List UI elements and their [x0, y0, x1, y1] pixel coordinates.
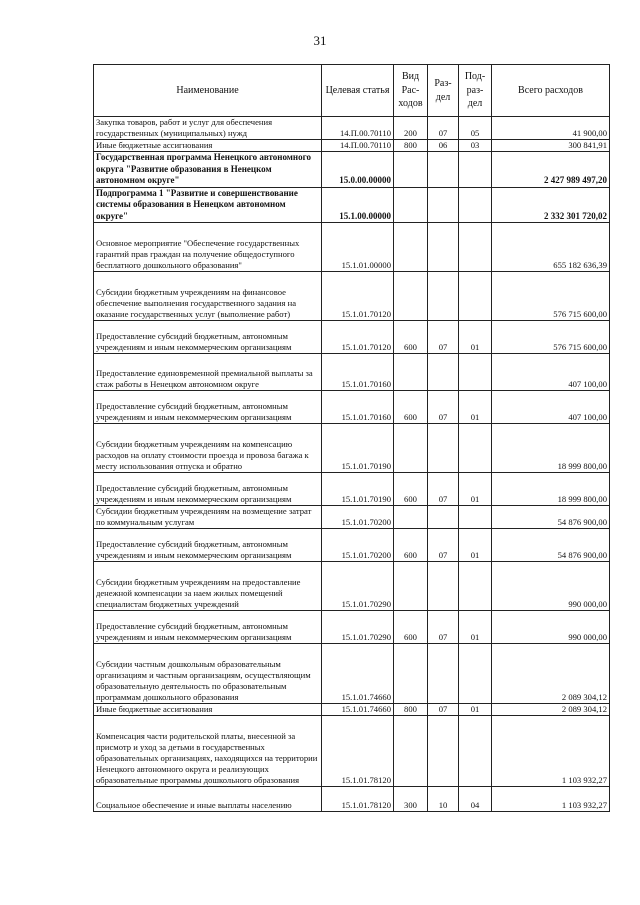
- table-row: [94, 529, 610, 562]
- row-subsection: [459, 187, 492, 223]
- row-name: Иные бюджетные ассигнования: [94, 704, 322, 716]
- row-subsection: 01: [459, 611, 492, 644]
- row-subsection: [459, 424, 492, 473]
- row-code: 15.1.01.74660: [322, 704, 394, 716]
- row-subsection: [459, 562, 492, 611]
- row-type: 800: [394, 704, 428, 716]
- row-type: [394, 187, 428, 223]
- row-type: 300: [394, 787, 428, 812]
- row-type: 600: [394, 611, 428, 644]
- row-code: 14.П.00.70110: [322, 117, 394, 140]
- row-total: 2 332 301 720,02: [492, 187, 610, 223]
- row-type: 200: [394, 117, 428, 140]
- row-total: 41 900,00: [492, 117, 610, 140]
- row-code: 15.1.01.70290: [322, 562, 394, 611]
- row-total: 407 100,00: [492, 391, 610, 424]
- row-subsection: [459, 272, 492, 321]
- row-name: Закупка товаров, работ и услуг для обеспечения государственных (муниципальных) нужд: [94, 117, 322, 140]
- row-subsection: 01: [459, 391, 492, 424]
- row-name: Основное мероприятие "Обеспечение государственных гарантий прав граждан на получение общедоступного бесплатного дошкольного образования": [94, 223, 322, 272]
- row-type: [394, 354, 428, 391]
- row-subsection: 01: [459, 321, 492, 354]
- row-section: 07: [428, 321, 459, 354]
- row-total: 655 182 636,39: [492, 223, 610, 272]
- row-code: 15.1.01.70160: [322, 391, 394, 424]
- table-row: [94, 611, 610, 644]
- row-name: Социальное обеспечение и иные выплаты населению: [94, 787, 322, 812]
- row-section: 06: [428, 140, 459, 152]
- row-name: Субсидии бюджетным учреждениям на возмещение затрат по коммунальным услугам: [94, 506, 322, 529]
- header-type: Вид Рас- ходов: [394, 65, 428, 117]
- table-row: [94, 787, 610, 812]
- row-section: 07: [428, 704, 459, 716]
- row-type: [394, 152, 428, 188]
- row-section: [428, 152, 459, 188]
- row-type: [394, 272, 428, 321]
- row-name: Предоставление субсидий бюджетным, автономным учреждениям и иным некоммерческим организациям: [94, 529, 322, 562]
- row-name: Субсидии частным дошкольным образовательным организациям и частным организациям, осуществляющим образовательную деятельность по образовательным программам дошкольного образования: [94, 644, 322, 704]
- header-code: Целевая статья: [322, 65, 394, 117]
- row-subsection: [459, 506, 492, 529]
- table-row-subprogram: [94, 187, 610, 223]
- row-name: Предоставление субсидий бюджетным, автономным учреждениям и иным некоммерческим организациям: [94, 391, 322, 424]
- row-name: Предоставление единовременной премиальной выплаты за стаж работы в Ненецком автономном округе: [94, 354, 322, 391]
- row-name: Предоставление субсидий бюджетным, автономным учреждениям и иным некоммерческим организациям: [94, 321, 322, 354]
- row-subsection: [459, 152, 492, 188]
- table-row: [94, 140, 610, 152]
- row-total: 18 999 800,00: [492, 424, 610, 473]
- header-subsection: Под- раз- дел: [459, 65, 492, 117]
- row-name: Компенсация части родительской платы, внесенной за присмотр и уход за детьми в государственных образовательных организациях, находящихся на территории Ненецкого автономного округа и реализующих образовательные программы дошкольного образования: [94, 716, 322, 787]
- row-name: Субсидии бюджетным учреждениям на финансовое обеспечение выполнения государственного задания на оказание государственных услуг (выполнение работ): [94, 272, 322, 321]
- row-total: 407 100,00: [492, 354, 610, 391]
- row-code: 15.1.01.70200: [322, 529, 394, 562]
- row-name: Подпрограмма 1 "Развитие и совершенствование системы образования в Ненецком автономном округе": [94, 187, 322, 223]
- table-row: [94, 473, 610, 506]
- row-type: 800: [394, 140, 428, 152]
- row-total: 54 876 900,00: [492, 529, 610, 562]
- row-code: 15.1.01.70160: [322, 354, 394, 391]
- header-name: Наименование: [94, 65, 322, 117]
- row-code: 15.1.01.70190: [322, 424, 394, 473]
- row-name: Предоставление субсидий бюджетным, автономным учреждениям и иным некоммерческим организациям: [94, 611, 322, 644]
- row-type: 600: [394, 473, 428, 506]
- row-code: 15.1.01.70120: [322, 272, 394, 321]
- table-row: [94, 704, 610, 716]
- row-total: 300 841,91: [492, 140, 610, 152]
- table-row: [94, 424, 610, 473]
- row-section: 07: [428, 529, 459, 562]
- row-section: [428, 562, 459, 611]
- table-row: [94, 716, 610, 787]
- row-section: 07: [428, 473, 459, 506]
- row-code: 15.1.01.00000: [322, 223, 394, 272]
- row-code: 15.1.01.70290: [322, 611, 394, 644]
- header-section: Раз- дел: [428, 65, 459, 117]
- row-type: [394, 424, 428, 473]
- row-total: 2 089 304,12: [492, 704, 610, 716]
- row-code: 15.1.01.70200: [322, 506, 394, 529]
- budget-table: [93, 64, 610, 812]
- row-code: 15.1.01.70120: [322, 321, 394, 354]
- table-row: [94, 506, 610, 529]
- row-type: 600: [394, 321, 428, 354]
- row-code: 15.1.01.70190: [322, 473, 394, 506]
- row-total: 54 876 900,00: [492, 506, 610, 529]
- table-row: [94, 223, 610, 272]
- row-subsection: [459, 716, 492, 787]
- row-total: 1 103 932,27: [492, 787, 610, 812]
- row-section: [428, 644, 459, 704]
- row-section: 07: [428, 391, 459, 424]
- row-type: 600: [394, 529, 428, 562]
- row-subsection: 01: [459, 473, 492, 506]
- row-section: [428, 506, 459, 529]
- row-code: 15.1.01.74660: [322, 644, 394, 704]
- table-row: [94, 272, 610, 321]
- row-section: 10: [428, 787, 459, 812]
- row-total: 2 427 989 497,20: [492, 152, 610, 188]
- table-row: [94, 644, 610, 704]
- row-section: 07: [428, 611, 459, 644]
- row-section: [428, 187, 459, 223]
- row-total: 2 089 304,12: [492, 644, 610, 704]
- row-total: 18 999 800,00: [492, 473, 610, 506]
- row-section: [428, 424, 459, 473]
- row-subsection: [459, 223, 492, 272]
- row-type: [394, 644, 428, 704]
- table-row: [94, 321, 610, 354]
- row-subsection: 03: [459, 140, 492, 152]
- table-row: [94, 354, 610, 391]
- row-name: Предоставление субсидий бюджетным, автономным учреждениям и иным некоммерческим организациям: [94, 473, 322, 506]
- row-section: [428, 354, 459, 391]
- row-total: 1 103 932,27: [492, 716, 610, 787]
- row-subsection: [459, 644, 492, 704]
- row-total: 990 000,00: [492, 562, 610, 611]
- row-subsection: [459, 354, 492, 391]
- row-code: 15.1.00.00000: [322, 187, 394, 223]
- row-section: [428, 272, 459, 321]
- row-total: 576 715 600,00: [492, 321, 610, 354]
- row-type: [394, 223, 428, 272]
- row-subsection: 01: [459, 704, 492, 716]
- row-name: Субсидии бюджетным учреждениям на компенсацию расходов на оплату стоимости проезда и провоза багажа к месту использования отпуска и обратно: [94, 424, 322, 473]
- page-number: 31: [313, 33, 327, 48]
- row-type: [394, 562, 428, 611]
- row-code: 14.П.00.70110: [322, 140, 394, 152]
- row-subsection: 01: [459, 529, 492, 562]
- row-section: 07: [428, 117, 459, 140]
- row-subsection: 04: [459, 787, 492, 812]
- row-section: [428, 716, 459, 787]
- row-name: Государственная программа Ненецкого автономного округа "Развитие образования в Ненецком автономном округе": [94, 152, 322, 188]
- row-subsection: 05: [459, 117, 492, 140]
- row-total: 576 715 600,00: [492, 272, 610, 321]
- row-name: Субсидии бюджетным учреждениям на предоставление денежной компенсации за наем жилых помещений специалистам бюджетных учреждений: [94, 562, 322, 611]
- row-code: 15.0.00.00000: [322, 152, 394, 188]
- header-total: Всего расходов: [492, 65, 610, 117]
- table-row: [94, 391, 610, 424]
- table-row-program: [94, 152, 610, 188]
- row-type: 600: [394, 391, 428, 424]
- row-type: [394, 506, 428, 529]
- row-type: [394, 716, 428, 787]
- row-code: 15.1.01.78120: [322, 716, 394, 787]
- table-row: [94, 562, 610, 611]
- row-name: Иные бюджетные ассигнования: [94, 140, 322, 152]
- row-code: 15.1.01.78120: [322, 787, 394, 812]
- row-total: 990 000,00: [492, 611, 610, 644]
- table-row: [94, 117, 610, 140]
- row-section: [428, 223, 459, 272]
